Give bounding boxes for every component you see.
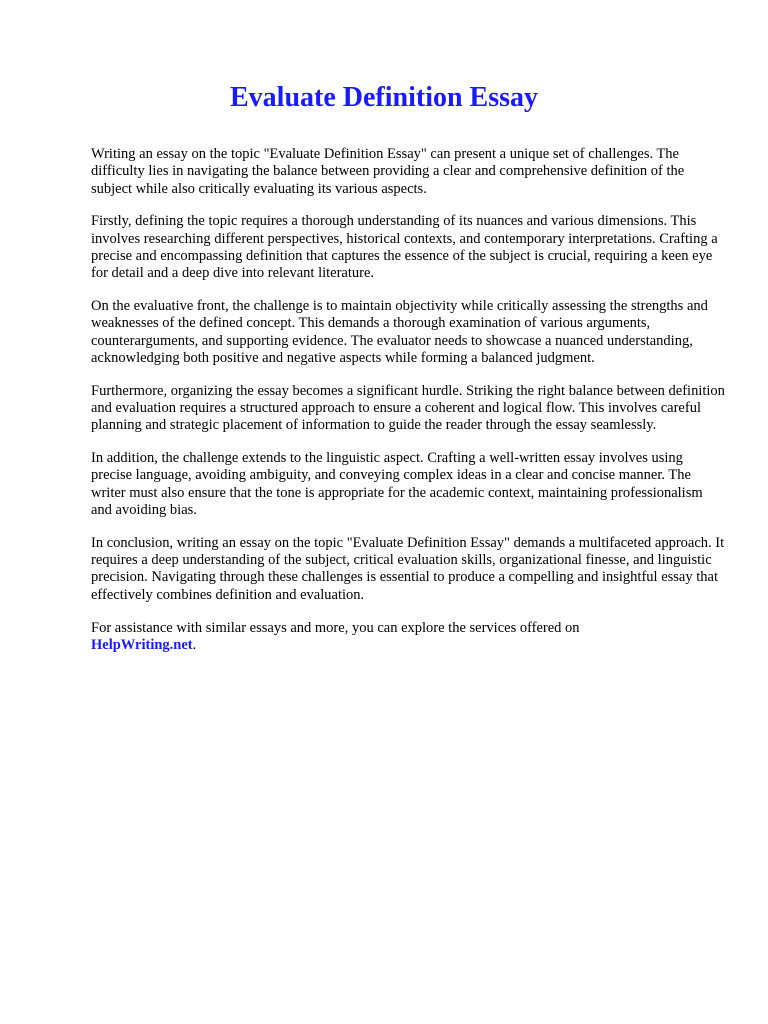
paragraph-organizing: Furthermore, organizing the essay becomes a significant hurdle. Striking the right balance between definition and evaluation requires a structured approach to ensure a coherent and logical flow. This involves careful planning and strategic placement of information to guide the reader through the essay seamlessly. bbox=[91, 382, 725, 434]
page-title: Evaluate Definition Essay bbox=[229, 82, 539, 113]
paragraph-conclusion: In conclusion, writing an essay on the topic "Evaluate Definition Essay" demands a multifaceted approach. It requires a deep understanding of the subject, critical evaluation skills, organizational finesse, and linguistic precision. Navigating through these challenges is essential to produce a compelling and insightful essay that effectively combines definition and evaluation. bbox=[91, 534, 725, 603]
paragraph-intro: Writing an essay on the topic "Evaluate Definition Essay" can present a unique set of challenges. The difficulty lies in navigating the balance between providing a clear and comprehensive definition of the subject while also critically evaluating its various aspects. bbox=[91, 146, 685, 197]
closing-text: For assistance with similar essays and more, you can explore the services offered on bbox=[91, 619, 580, 636]
paragraph-linguistic: In addition, the challenge extends to the linguistic aspect. Crafting a well-written essay involves using precise language, avoiding ambiguity, and conveying complex ideas in a clear and concise manner. The writer must also ensure that the tone is appropriate for the academic context, maintaining professionalism and avoiding bias. bbox=[91, 450, 703, 519]
helpwriting-link[interactable]: HelpWriting.net bbox=[91, 636, 193, 653]
essay-body bbox=[91, 146, 727, 670]
paragraph-closing bbox=[91, 620, 727, 655]
closing-suffix: . bbox=[192, 636, 197, 653]
paragraph-evaluative: On the evaluative front, the challenge is to maintain objectivity while critically assessing the strengths and weaknesses of the defined concept. This demands a thorough examination of various arguments, counterarguments, and supporting evidence. The evaluator needs to showcase a nuanced understanding, acknowledging both positive and negative aspects while forming a balanced judgment. bbox=[91, 298, 708, 366]
paragraph-defining: Firstly, defining the topic requires a thorough understanding of its nuances and various dimensions. This involves researching different perspectives, historical contexts, and contemporary interpretations. Crafting a precise and encompassing definition that captures the essence of the subject is crucial, requiring a keen eye for detail and a deep dive into relevant literature. bbox=[91, 213, 718, 282]
